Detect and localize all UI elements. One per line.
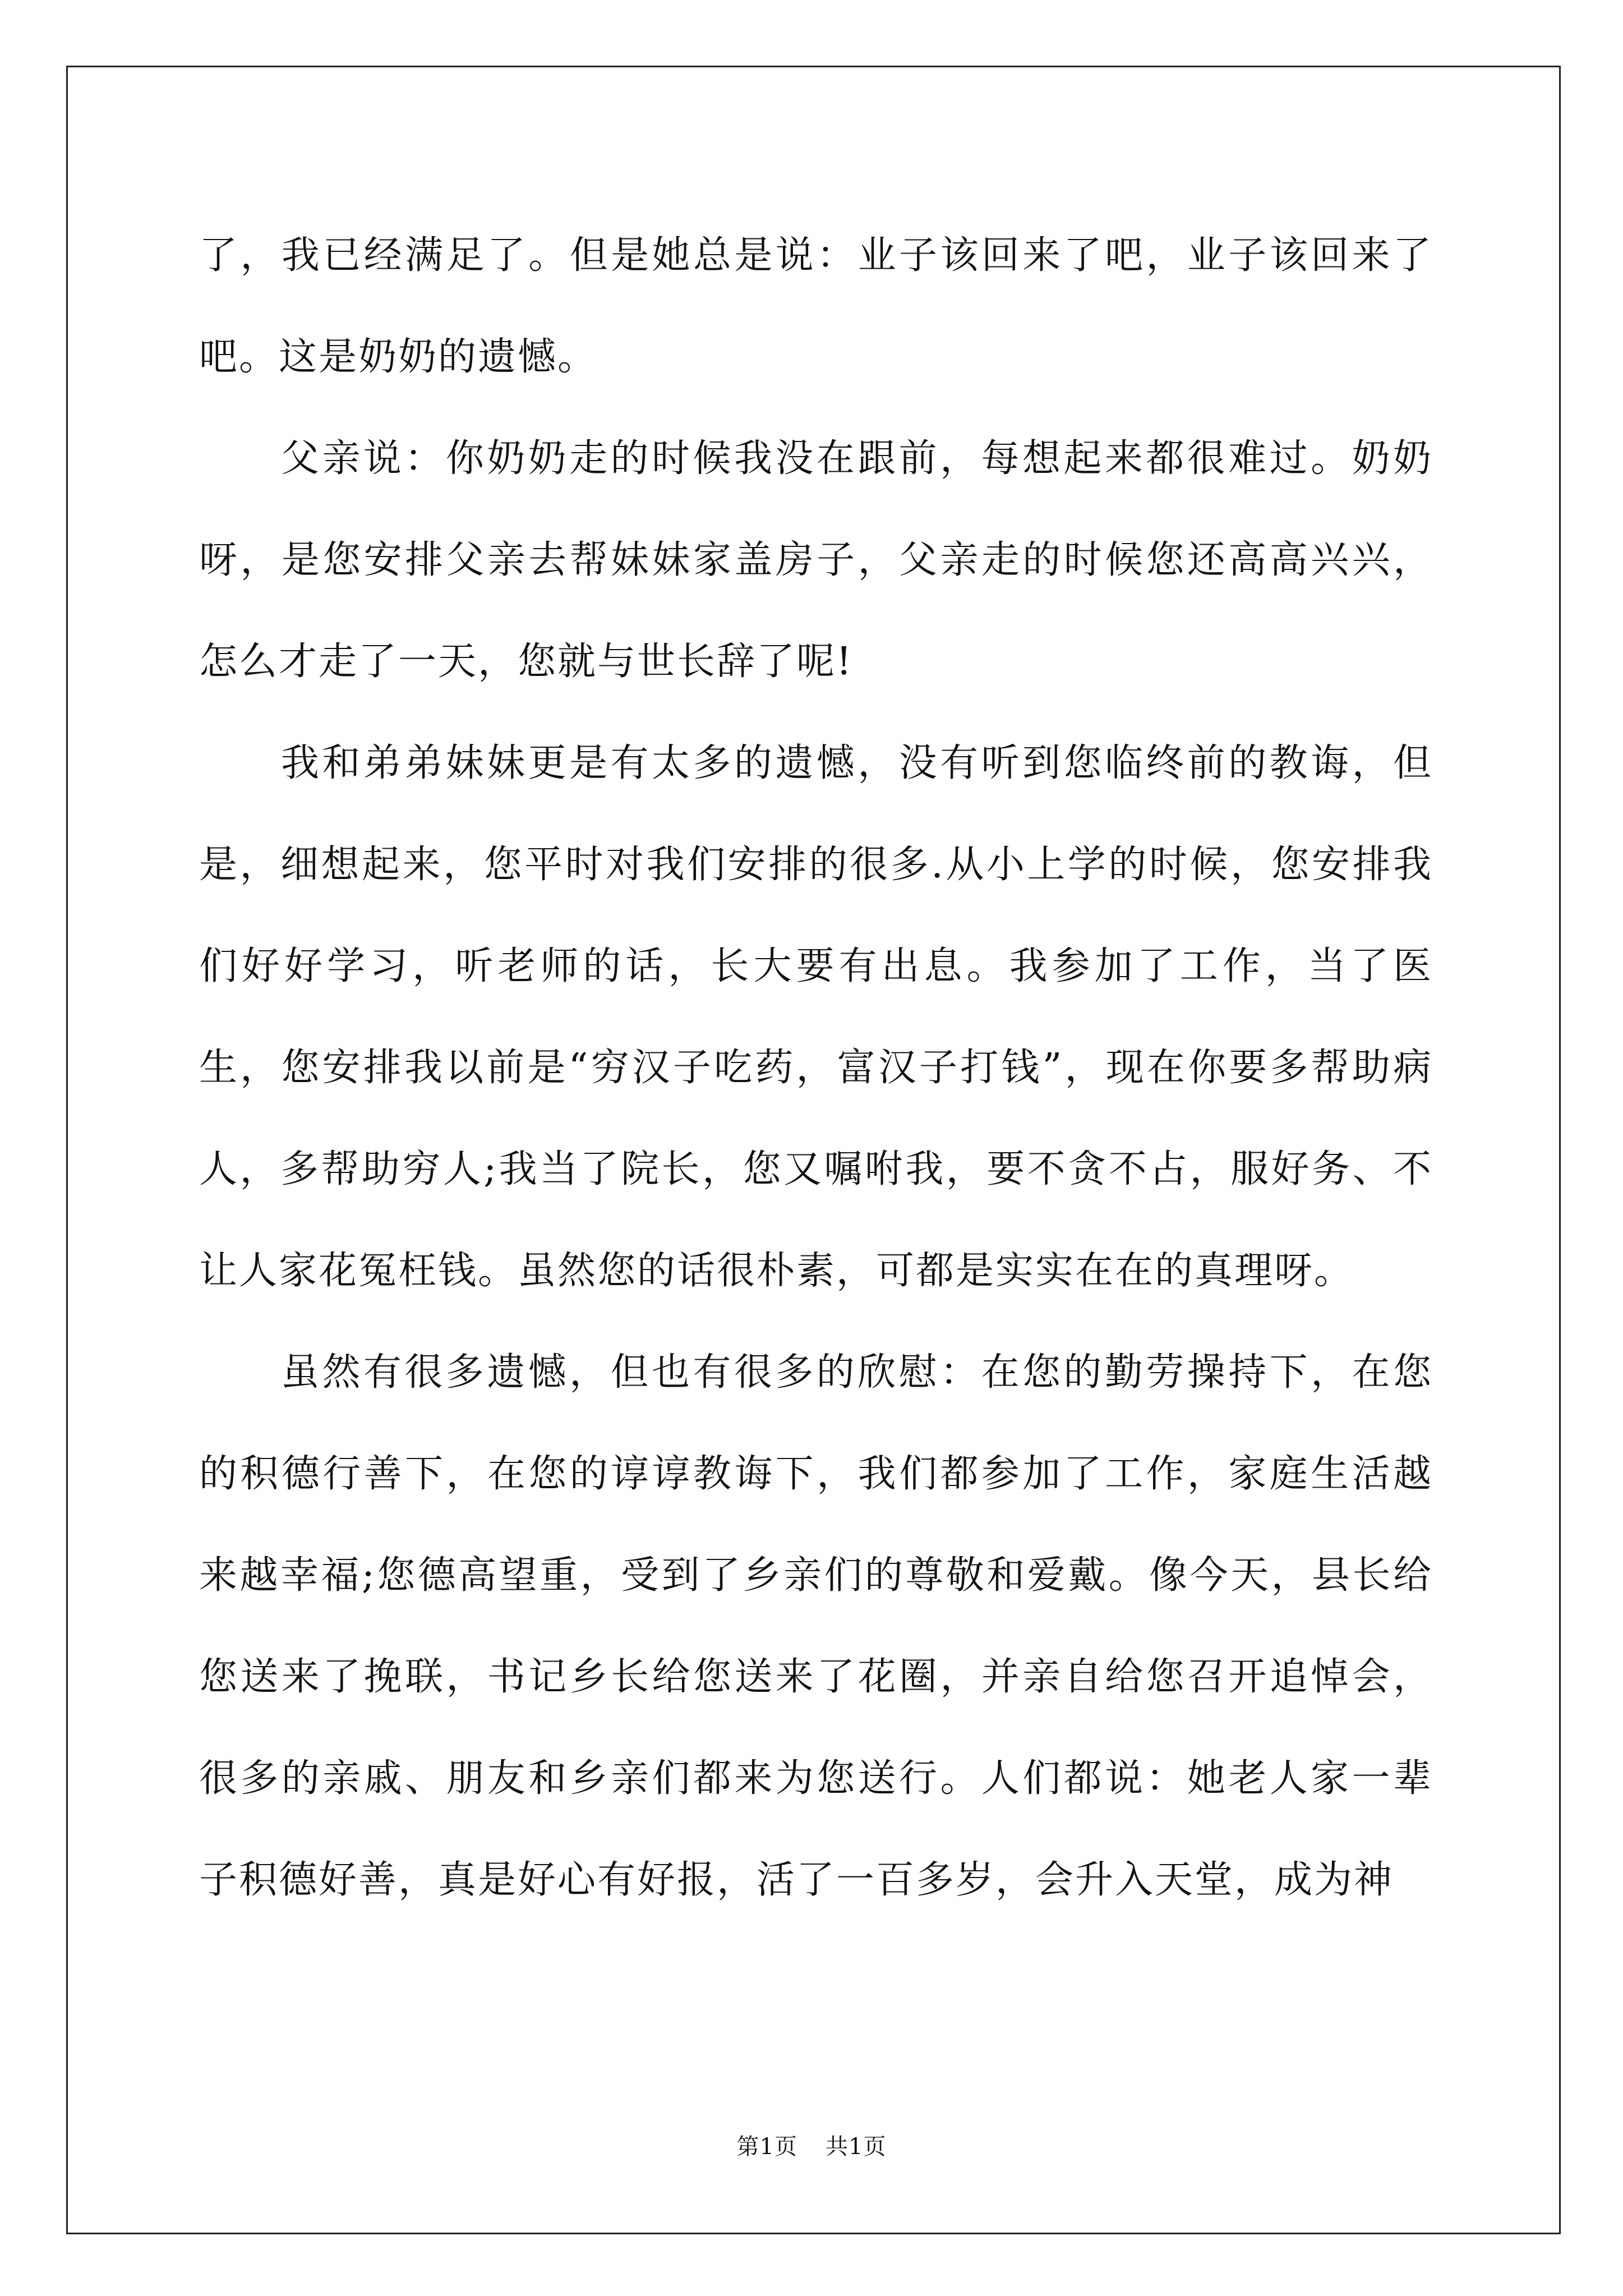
paragraph-1: 了，我已经满足了。但是她总是说：业子该回来了吧，业子该回来了吧。这是奶奶的遗憾。 — [199, 233, 1433, 379]
page-number: 第1页 — [736, 2134, 797, 2160]
page-footer — [0, 2129, 1623, 2161]
paragraph-4: 虽然有很多遗憾，但也有很多的欣慰：在您的勤劳操持下，在您的积德行善下，在您的谆谆教诲下，我们都参加了工作，家庭生活越来越幸福;您德高望重，受到了乡亲们的尊敬和爱戴。像今天，县长给您送来了挽联，书记乡长给您送来了花圈，并亲自给您召开追悼会，很多的亲戚、朋友和乡亲们都来为您送行。人们都说：她老人家一辈子积德好善，真是好心有好报，活了一百多岁，会升入天堂，成为神 — [199, 1350, 1433, 1902]
page-total: 共1页 — [826, 2134, 887, 2160]
paragraph-3: 我和弟弟妹妹更是有太多的遗憾，没有听到您临终前的教诲，但是，细想起来，您平时对我们安排的很多.从小上学的时候，您安排我们好好学习，听老师的话，长大要有出息。我参加了工作，当了医生，您安排我以前是“穷汉子吃药，富汉子打钱”，现在你要多帮助病人，多帮助穷人;我当了院长，您又嘱咐我，要不贪不占，服好务、不让人家花冤枉钱。虽然您的话很朴素，可都是实实在在的真理呀。 — [199, 741, 1433, 1293]
paragraph-2: 父亲说：你奶奶走的时候我没在跟前，每想起来都很难过。奶奶呀，是您安排父亲去帮妹妹家盖房子，父亲走的时候您还高高兴兴，怎么才走了一天，您就与世长辞了呢! — [199, 436, 1433, 684]
document-body — [199, 205, 1433, 1931]
